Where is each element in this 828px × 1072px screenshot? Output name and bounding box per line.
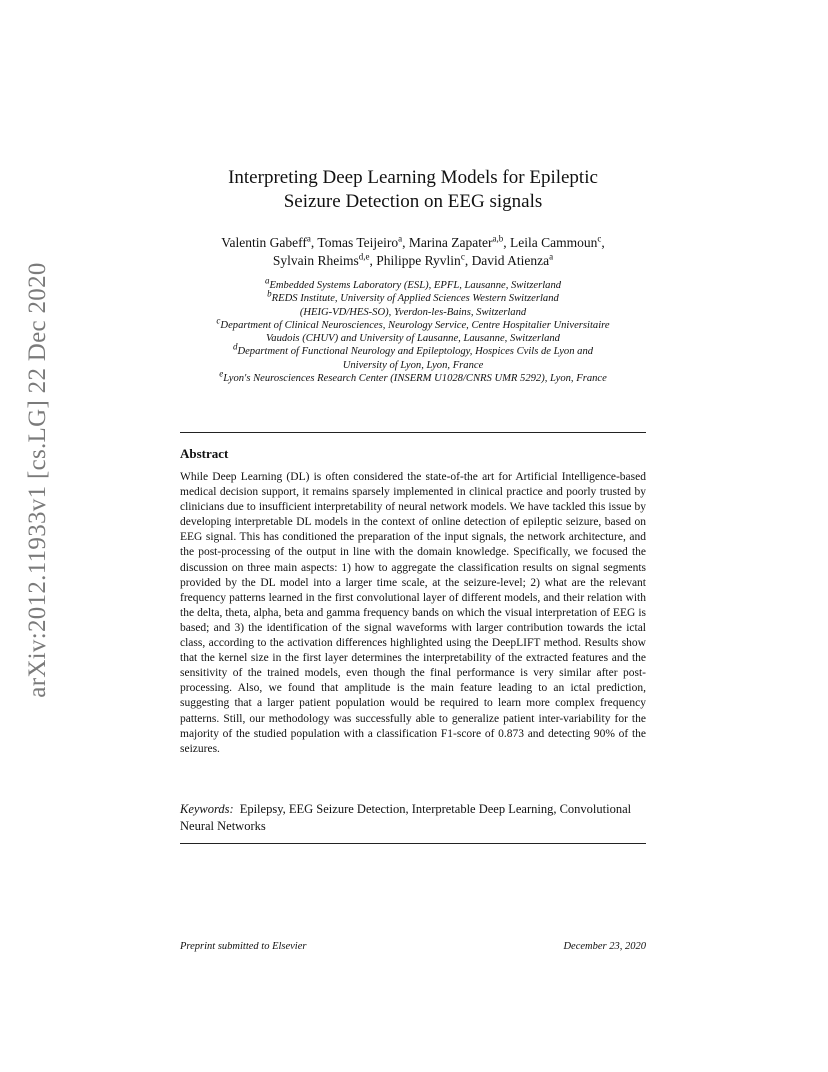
paper-title xyxy=(180,166,646,214)
abstract-heading: Abstract xyxy=(180,446,229,461)
author-separator: , xyxy=(402,235,409,250)
author-separator: , xyxy=(601,235,605,250)
arxiv-identifier: arXiv:2012.11933v1 [cs.LG] 22 Dec 2020 xyxy=(24,262,51,698)
author-affil-sup: a xyxy=(549,251,554,262)
author-name: Leila Cammoun xyxy=(509,235,598,250)
abstract-top-rule xyxy=(180,432,646,433)
author-separator: , xyxy=(310,235,318,250)
affiliation-sup: d xyxy=(232,341,238,352)
affiliation-b-cont: (HEIG-VD/HES-SO), Yverdon-les-Bains, Switzerland xyxy=(299,306,527,318)
affiliation-sup: b xyxy=(267,288,272,299)
author-affil-sup: c xyxy=(597,233,602,244)
affiliation-line: REDS Institute, University of Applied Sciences Western Switzerland xyxy=(271,293,559,305)
author-separator: , xyxy=(369,253,377,268)
affiliation-line: Department of Functional Neurology and Epileptology, Hospices Cvils de Lyon and xyxy=(237,346,594,358)
author-line-2 xyxy=(180,252,646,270)
author-name: Valentin Gabeff xyxy=(221,235,307,250)
author-line-1 xyxy=(180,234,646,252)
author-name: Marina Zapater xyxy=(408,235,493,250)
author-name: Philippe Ryvlin xyxy=(376,253,461,268)
affiliation-a xyxy=(170,275,656,292)
affiliation-b xyxy=(170,288,656,305)
keywords-label: Keywords: xyxy=(180,802,234,816)
author-affil-sup: a,b xyxy=(492,233,504,244)
affiliation-list xyxy=(170,275,656,385)
affiliation-sup: a xyxy=(264,275,270,286)
affiliation-line: Lyon's Neurosciences Research Center (INSERM U1028/CNRS UMR 5292), Lyon, France xyxy=(223,373,607,385)
affiliation-sup: c xyxy=(216,315,221,326)
author-affil-sup: d,e xyxy=(358,251,370,262)
affiliation-c-cont: Vaudois (CHUV) and University of Lausanne, Lausanne, Switzerland xyxy=(266,333,560,345)
author-separator: , xyxy=(503,235,510,250)
footer-date: December 23, 2020 xyxy=(563,941,646,952)
keywords xyxy=(180,801,646,835)
author-list xyxy=(180,234,646,270)
footer-preprint-note: Preprint submitted to Elsevier xyxy=(180,941,307,952)
author-name: David Atienza xyxy=(471,253,550,268)
affiliation-d-cont: University of Lyon, Lyon, France xyxy=(342,359,484,371)
affiliation-c xyxy=(170,315,656,332)
title-line-2: Seizure Detection on EEG signals xyxy=(283,191,543,212)
author-affil-sup: c xyxy=(460,251,465,262)
affiliation-line: Embedded Systems Laboratory (ESL), EPFL, Lausanne, Switzerland xyxy=(269,280,562,291)
author-affil-sup: a xyxy=(398,233,403,244)
author-affil-sup: a xyxy=(306,233,311,244)
keywords-text: Epilepsy, EEG Seizure Detection, Interpretable Deep Learning, Convolutional Neural Networks xyxy=(180,802,632,833)
author-separator: , xyxy=(464,253,472,268)
title-line-1: Interpreting Deep Learning Models for Epileptic xyxy=(228,167,598,188)
affiliation-e xyxy=(170,368,656,385)
abstract-body: While Deep Learning (DL) is often considered the state-of-the art for Artificial Intelligence-based medical decision support, it remains sparsely implemented in clinical practice and poorly trusted by clinicians due to insufficient interpretability of neural network models. We have tackled this issue by developing interpretable DL models in the context of online detection of epileptic seizure, based on EEG signal. This has conditioned the preparation of the input signals, the network architecture, and the post-processing of the output in line with the domain knowledge. Specifically, we focused the discussion on three main aspects: 1) how to aggregate the classification results on signal segments provided by the DL model into a larger time scale, at the seizure-level; 2) what are the relevant frequency patterns learned in the first convolutional layer of different models, and their relation with the delta, theta, alpha, beta and gamma frequency bands on which the visual interpretation of EEG is based; and 3) the identification of the signal waveforms with larger contribution towards the ictal class, according to the activation differences highlighted using the DeepLIFT method. Results show that the kernel size in the first layer determines the interpretability of the extracted features and the sensitivity of the trained models, even though the final performance is very similar after post-processing. Also, we found that amplitude is the main feature leading to an ictal prediction, suggesting that a larger patient population would be required to learn more complex frequency patterns. Still, our methodology was successfully able to generalize patient inter-variability for the majority of the studied population with a classification F1-score of 0.873 and detecting 90% of the seizures. xyxy=(180,471,646,755)
abstract-bottom-rule xyxy=(180,843,646,844)
affiliation-d xyxy=(170,341,656,358)
affiliation-sup: e xyxy=(219,368,224,379)
author-name: Tomas Teijeiro xyxy=(317,235,399,250)
affiliation-line: Department of Clinical Neurosciences, Neurology Service, Centre Hospitalier Universitaire xyxy=(220,319,610,331)
author-name: Sylvain Rheims xyxy=(272,253,359,268)
